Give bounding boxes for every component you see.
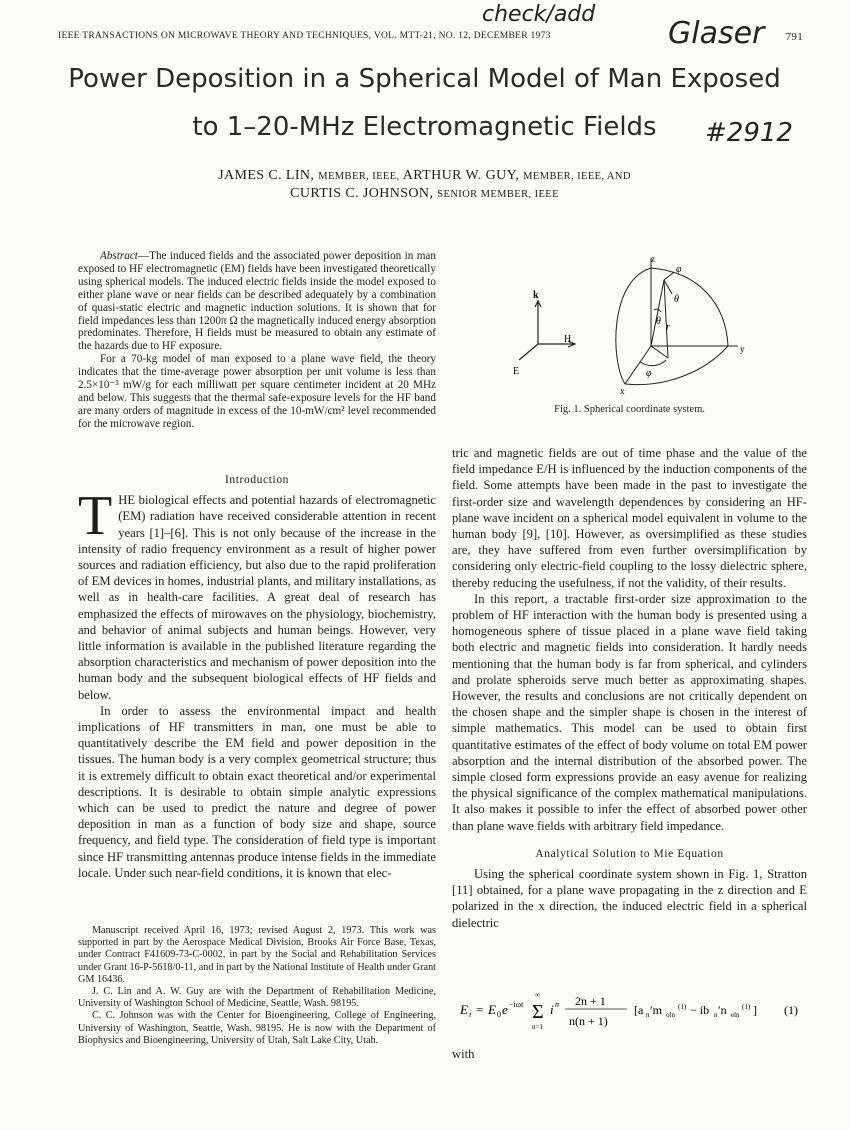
svg-text:]: ] bbox=[753, 1003, 757, 1017]
author-line-1 bbox=[0, 168, 849, 184]
svg-text:2n + 1: 2n + 1 bbox=[575, 994, 606, 1008]
svg-text:E: E bbox=[488, 1002, 496, 1017]
svg-text:′n: ′n bbox=[718, 1003, 727, 1017]
abstract bbox=[78, 250, 436, 431]
page-number: 791 bbox=[785, 31, 803, 43]
footnote-paragraph-1: Manuscript received April 16, 1973; revised August 2, 1973. This work was supported in part by the Aerospace Medical Division, Brooks Air Force Base, Texas, under Contract F41609-73-C-0002, in part by the Social and Rehabilitation Services under Grant 16-P-5618/0-11, and in part by the National Institute of Health under Grant GM 16436. bbox=[78, 925, 436, 985]
footnote-paragraph-3: C. C. Johnson was with the Center for Bioengineering, College of Engineering, University of Washington, Seattle, Wash. 98195. He is now with the Department of Biophysics and Bioengineering, University of Utah, Salt Lake City, Utah. bbox=[78, 1010, 436, 1046]
equation-1 bbox=[452, 985, 807, 1035]
svg-text:(1): (1) bbox=[742, 1003, 751, 1011]
svg-text:oln: oln bbox=[666, 1011, 675, 1019]
svg-text:n(n + 1): n(n + 1) bbox=[569, 1014, 608, 1028]
abstract-paragraph-1: Abstract—The induced fields and the associated power deposition in man exposed to HF electromagnetic (EM) fields have been investigated theoretically using spherical models. The induced electric fields inside the model exposed to either plane wave or near fields can be described adequately by a combination of quasi-static electric and magnetic induction solutions. It is shown that for field impedances less than 1200π Ω the magnetically induced energy absorption predominates. Therefore, H fields must be measured to obtain any estimate of the hazards due to HF exposure. bbox=[78, 250, 436, 353]
svg-text:0: 0 bbox=[497, 1010, 501, 1019]
paper-title-line2: to 1–20-MHz Electromagnetic Fields bbox=[192, 112, 657, 142]
author-line-2 bbox=[0, 186, 849, 202]
svg-text:eln: eln bbox=[731, 1011, 740, 1019]
svg-text:∞: ∞ bbox=[535, 991, 540, 999]
mie-section-heading: Analytical Solution to Mie Equation bbox=[535, 847, 724, 860]
figure-1-coordinate-diagram bbox=[500, 250, 790, 400]
svg-text:−iωt: −iωt bbox=[509, 1000, 524, 1009]
journal-header: IEEE TRANSACTIONS ON MICROWAVE THEORY AND TECHNIQUES, VOL. MTT-21, NO. 12, DECEMBER 1973 bbox=[58, 31, 551, 41]
field-axes-triad bbox=[519, 301, 575, 360]
intro-paragraph-2: In order to assess the environmental impact and health implications of HF transmitters in man, one must be able to quantitatively describe the EM field and power deposition in the tissues. The human body is a very complex geometrical structure; thus it is extremely difficult to obtain exact theoretical and/or experimental descriptions. It is desirable to obtain simple analytic expressions which can be used to predict the nature and degree of power deposition in man as a function of body size and shape, source frequency, and field type. The consideration of field type is important since HF transmitting antennas produce intense fields in the immediate locale. Under such near-field conditions, it is known that elec- bbox=[78, 703, 436, 880]
introduction-heading: Introduction bbox=[224, 474, 290, 486]
abstract-paragraph-2: For a 70-kg model of man exposed to a plane wave field, the theory indicates that the time-average power absorption per unit volume is less than 2.5×10⁻³ mW/g for each milliwatt per square centimeter incident at 20 MHz and below. This suggests that the thermal safe-exposure levels for the HF band are many orders of magnitude in excess of the 10-mW/cm² level recommended for the microwave region. bbox=[78, 353, 436, 430]
footnote bbox=[78, 925, 436, 1047]
phi-angle-label: φ bbox=[646, 368, 652, 379]
right-column bbox=[452, 445, 807, 931]
author-johnson: CURTIS C. JOHNSON, bbox=[290, 186, 434, 201]
svg-text:i: i bbox=[469, 1010, 472, 1019]
k-label: k bbox=[533, 290, 539, 301]
svg-text:[a: [a bbox=[634, 1003, 644, 1017]
handwritten-name-note: Glaser bbox=[668, 16, 765, 51]
handwritten-check-note: check/add bbox=[482, 2, 596, 27]
introduction-section bbox=[78, 466, 436, 881]
y-axis-label: y bbox=[740, 344, 745, 354]
z-axis-label: z bbox=[651, 254, 655, 264]
svg-text:=: = bbox=[476, 1002, 484, 1017]
abstract-label: Abstract bbox=[100, 250, 138, 262]
author-guy: ARTHUR W. GUY, bbox=[402, 168, 520, 183]
svg-text:− ib: − ib bbox=[690, 1003, 710, 1017]
svg-text:i: i bbox=[550, 1002, 554, 1017]
author-guy-affiliation: MEMBER, IEEE, AND bbox=[523, 171, 631, 182]
handwritten-number-note: #2912 bbox=[705, 118, 793, 148]
right-paragraph-2: In this report, a tractable first-order size approximation to the problem of HF interaction with the human body is presented using a homogeneous sphere of tissue placed in a plane wave field taking both electric and magnetic fields into consideration. It hardly needs mentioning that the human body is far from spherical, and cylinders and prolate spheroids serve much better as approximating shapes. However, the results and conclusions are not critically dependent on the chosen shape and the simpler shape is chosen in the interest of simple mathematics. This model can be used to obtain first quantitative estimates of the effect of body volume on total EM power absorption and the internal distribution of the absorbed power. The simple closed form expressions provide an easy avenue for realizing the physical significance of the complex mathematical manipulations. It also makes it possible to infer the effect of absorbed power other than plane wave fields with arbitrary field impedance. bbox=[452, 591, 807, 833]
svg-text:n: n bbox=[714, 1011, 718, 1019]
e-label: E bbox=[513, 366, 520, 377]
svg-text:Σ: Σ bbox=[532, 1001, 544, 1023]
sphere-octant bbox=[616, 258, 738, 385]
svg-text:n=1: n=1 bbox=[532, 1023, 543, 1031]
author-lin-affiliation: MEMBER, IEEE, bbox=[318, 171, 400, 182]
svg-text:(1): (1) bbox=[678, 1003, 687, 1011]
equation-number: (1) bbox=[784, 1003, 798, 1017]
svg-text:′m: ′m bbox=[650, 1003, 662, 1017]
right-paragraph-1: tric and magnetic fields are out of time phase and the value of the field impedance E/H is influenced by the induction components of the field. Some attempts have been made in the past to investigate the first-order size and wavelength dependences by considering an HF-plane wave incident on a spherical model equivalent in volume to the human body [9], [10]. However, as oversimplified as these studies are, they have suffered from even further oversimplification by considering only electric-field coupling to the lossy dielectric sphere, thereby reducing the usefulness, if not the validity, of their results. bbox=[452, 446, 807, 590]
figure-1-caption: Fig. 1. Spherical coordinate system. bbox=[554, 404, 705, 415]
theta-label: θ bbox=[656, 316, 661, 327]
r-label: r bbox=[666, 322, 670, 333]
svg-text:e: e bbox=[502, 1002, 508, 1017]
after-equation-text: with bbox=[452, 1047, 475, 1061]
svg-text:E: E bbox=[460, 1002, 468, 1017]
right-paragraph-3: Using the spherical coordinate system shown in Fig. 1, Stratton [11] obtained, for a plane wave propagating in the z direction and E polarized in the x direction, the induced electric field in a spherical dielectric bbox=[452, 867, 807, 930]
intro-paragraph-1: THE biological effects and potential hazards of electromagnetic (EM) radiation have received considerable attention in recent years [1]–[6]. This is not only because of the increase in the intensity of radio frequency environment as a result of higher power sources and radiation efficiency, but also due to the rapid proliferation of EM devices in homes, industrial plants, and military installations, as well as in health-care facilities. A great deal of research has emphasized the effects of mirowaves on the physiology, biochemistry, and behavior of animal subjects and human beings. However, very little information is available in the published literature regarding the absorption characteristics and mechanism of power deposition into the human body and the subsequent biological effects of HF fields and below. bbox=[78, 485, 436, 702]
x-axis-label: x bbox=[620, 386, 625, 396]
footnote-paragraph-2: J. C. Lin and A. W. Guy are with the Department of Rehabilitation Medicine, University of Washington School of Medicine, Seattle, Wash. 98195. bbox=[78, 986, 436, 1010]
phi-hat-label: φ bbox=[676, 264, 682, 275]
h-label: H bbox=[564, 334, 572, 345]
paper-title-line1: Power Deposition in a Spherical Model of Man Exposed bbox=[68, 64, 781, 94]
theta-hat-label: θ bbox=[674, 294, 679, 305]
drop-cap: T bbox=[78, 485, 113, 548]
svg-text:n: n bbox=[646, 1011, 650, 1019]
author-johnson-affiliation: SENIOR MEMBER, IEEE bbox=[437, 189, 559, 200]
author-lin: JAMES C. LIN, bbox=[218, 168, 315, 183]
svg-text:n: n bbox=[555, 1000, 559, 1009]
